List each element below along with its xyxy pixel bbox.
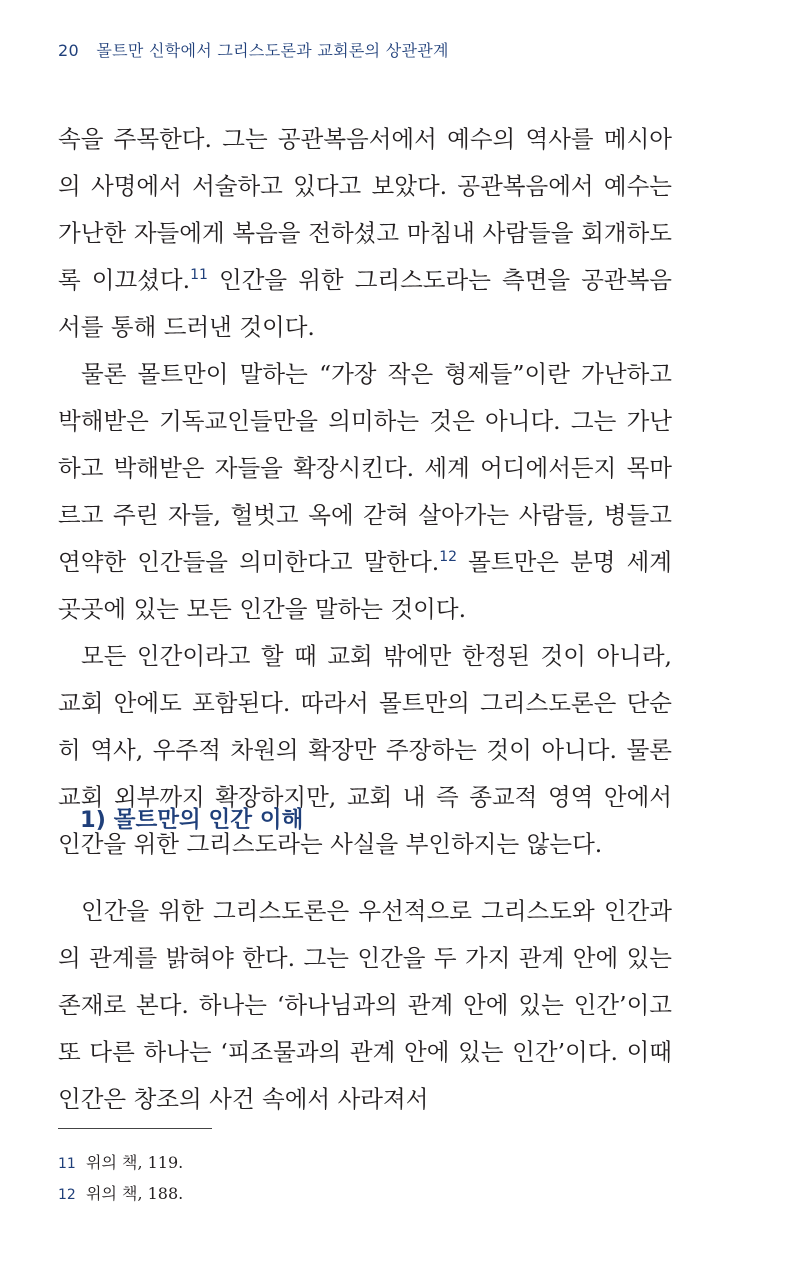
- paragraph-1: 속을 주목한다. 그는 공관복음서에서 예수의 역사를 메시아의 사명에서 서술하고 있다고 보았다. 공관복음에서 예수는 가난한 자들에게 복음을 전하셨고 마침내 사람들을 회개하도록 이끄셨다.$^{11}$ 인간을 위한 그리스도라는 측면을 공관복음서를 통해 드러낸 것이다.: [58, 125, 672, 341]
- section-body: [58, 888, 672, 1123]
- paragraph-3: 모든 인간이라고 할 때 교회 밖에만 한정된 것이 아니라, 교회 안에도 포함된다. 따라서 몰트만의 그리스도론은 단순히 역사, 우주적 차원의 확장만 주장하는 것이 아니다. 물론 교회 외부까지 확장하지만, 교회 내 즉 종교적 영역 안에서 인간을 위한 그리스도라는 사실을 부인하지는 않는다.: [58, 642, 672, 858]
- page-number: 20: [58, 41, 79, 60]
- footnote-divider: [58, 1128, 212, 1129]
- footnotes: [58, 1148, 183, 1210]
- footnote-number: 11: [58, 1156, 76, 1172]
- footnote-text: 위의 책, 119.: [86, 1153, 184, 1172]
- footnote-text: 위의 책, 188.: [86, 1184, 184, 1203]
- paragraph-4: 인간을 위한 그리스도론은 우선적으로 그리스도와 인간과의 관계를 밝혀야 한다. 그는 인간을 두 가지 관계 안에 있는 존재로 본다. 하나는 ‘하나님과의 관계 안에 있는 인간’이고 또 다른 하나는 ‘피조물과의 관계 안에 있는 인간’이다. 이때 인간은 창조의 사건 속에서 사라져서: [58, 897, 672, 1113]
- section-heading: 1) 몰트만의 인간 이해: [80, 807, 304, 833]
- running-title: 몰트만 신학에서 그리스도론과 교회론의 상관관계: [96, 41, 449, 60]
- footnote-11: [58, 1148, 183, 1179]
- footnote-number: 12: [58, 1187, 76, 1203]
- body-text: [58, 116, 672, 868]
- footnote-12: [58, 1179, 183, 1210]
- paragraph-2: 물론 몰트만이 말하는 “가장 작은 형제들”이란 가난하고 박해받은 기독교인들만을 의미하는 것은 아니다. 그는 가난하고 박해받은 자들을 확장시킨다. 세계 어디에서든지 목마르고 주린 자들, 헐벗고 옥에 갇혀 살아가는 사람들, 병들고 연약한 인간들을 의미한다고 말한다.$^{12}$ 몰트만은 분명 세계 곳곳에 있는 모든 인간을 말하는 것이다.: [58, 360, 672, 623]
- footnote-ref-11[interactable]: 11: [190, 267, 208, 283]
- footnote-ref-12[interactable]: 12: [439, 549, 458, 565]
- running-header: [58, 38, 449, 61]
